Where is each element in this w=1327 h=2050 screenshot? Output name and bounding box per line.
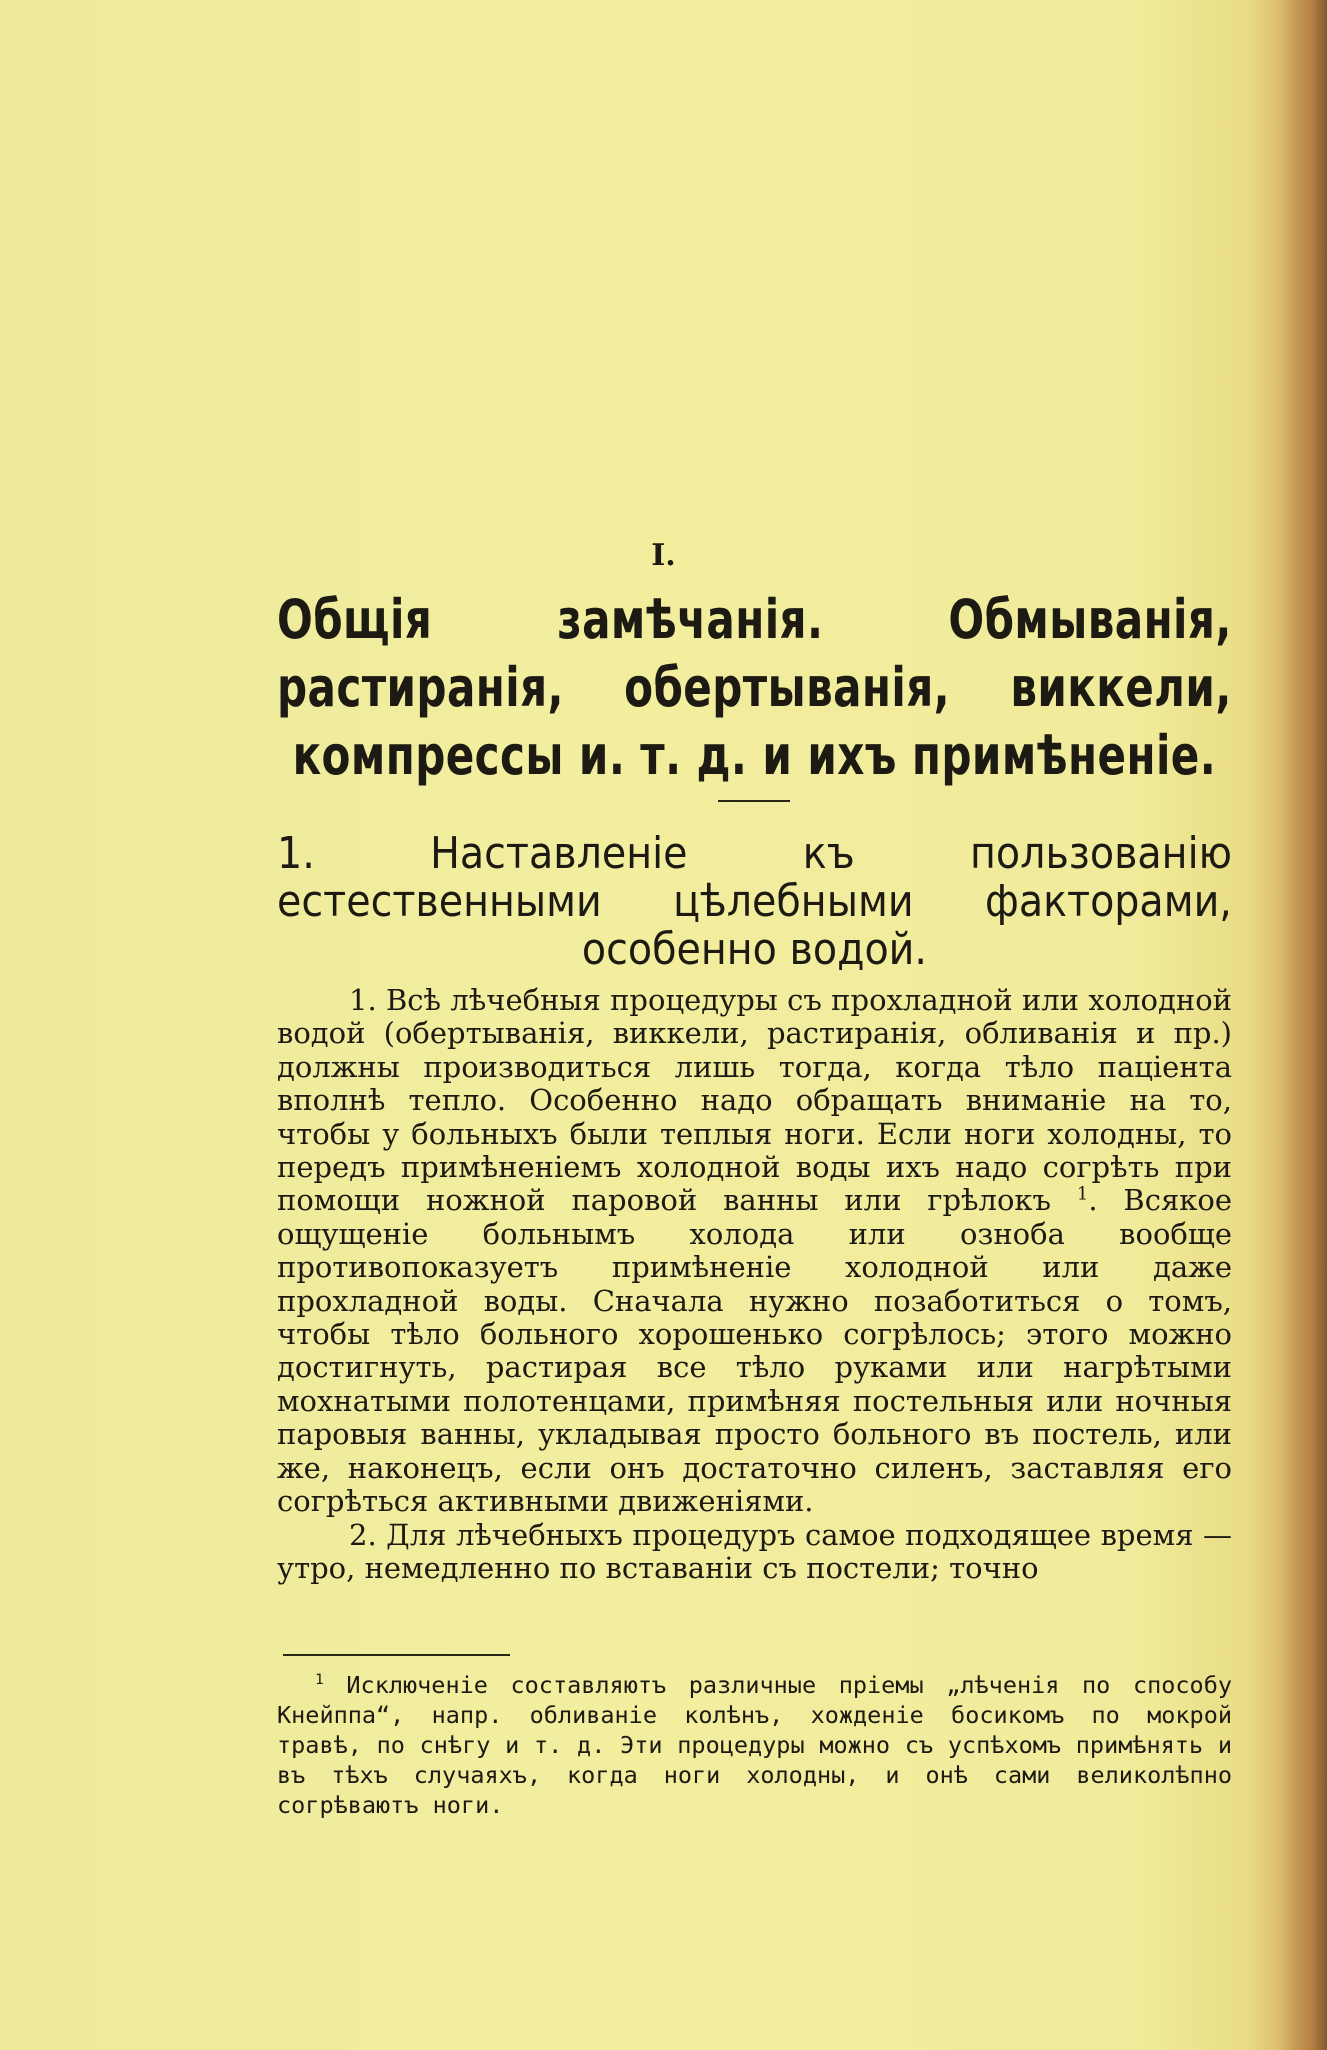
paragraph-1-text: 1. Всѣ лѣчебныя процедуры съ прохладной или холодной водой (обертыванія, виккели, растиранія, обливанія и пр.) должны производиться лишь тогда, когда тѣло пацiента вполнѣ тепло. Особенно надо обращать вниманіе на то, чтобы у больныхъ были теплыя ноги. Если ноги холодны, то передъ примѣненіемъ холодной воды ихъ надо согрѣть при помощи ножной паровой ванны или грѣлокъ bbox=[277, 983, 1232, 1218]
chapter-title: Общія замѣчанія. Обмыванія, растиранія, обертыванія, виккели, компрессы и. т. д. и ихъ примѣненіе. bbox=[277, 588, 1232, 787]
footnote bbox=[277, 1670, 1232, 1820]
paragraph-1 bbox=[277, 984, 1232, 1519]
footnote-divider bbox=[283, 1654, 510, 1656]
title-divider bbox=[718, 800, 790, 802]
chapter-number: I. bbox=[651, 538, 676, 573]
footnote-text: Исключеніе составляютъ различные пріемы „лѣченія по способу Кнейппа“, напр. обливаніе колѣнъ, хожденіе босикомъ по мокрой травѣ, по снѣгу и т. д. Эти процедуры можно съ успѣхомъ примѣнять и въ тѣхъ случаяхъ, когда ноги холодны, и онѣ сами великолѣпно согрѣваютъ ноги. bbox=[277, 1671, 1232, 1819]
footnote-reference: 1 bbox=[1076, 1183, 1089, 1205]
page-edge-shadow bbox=[1277, 0, 1327, 2050]
paragraph-1-continuation: . Всякое ощущеніе больнымъ холода или озноба вообще противопоказуетъ примѣненіе холодной или даже прохладной воды. Сначала нужно позаботиться о томъ, чтобы тѣло больного хорошенько согрѣлось; этого можно достигнуть, растирая все тѣло руками или нагрѣтыми мохнатыми полотенцами, примѣняя постельныя или ночныя паровыя ванны, укладывая просто больного въ постель, или же, наконецъ, если онъ достаточно силенъ, заставляя его согрѣться активными движеніями. bbox=[277, 1183, 1233, 1519]
footnote-mark: 1 bbox=[315, 1671, 324, 1689]
paragraph-2: 2. Для лѣчебныхъ процедуръ самое подходящее время — утро, немедленно по вставаніи съ постели; точно bbox=[277, 1517, 1232, 1585]
section-title: 1. Наставленіе къ пользованію естественными цѣлебными факторами, особенно водой. bbox=[277, 828, 1232, 975]
body-text bbox=[277, 984, 1232, 1585]
